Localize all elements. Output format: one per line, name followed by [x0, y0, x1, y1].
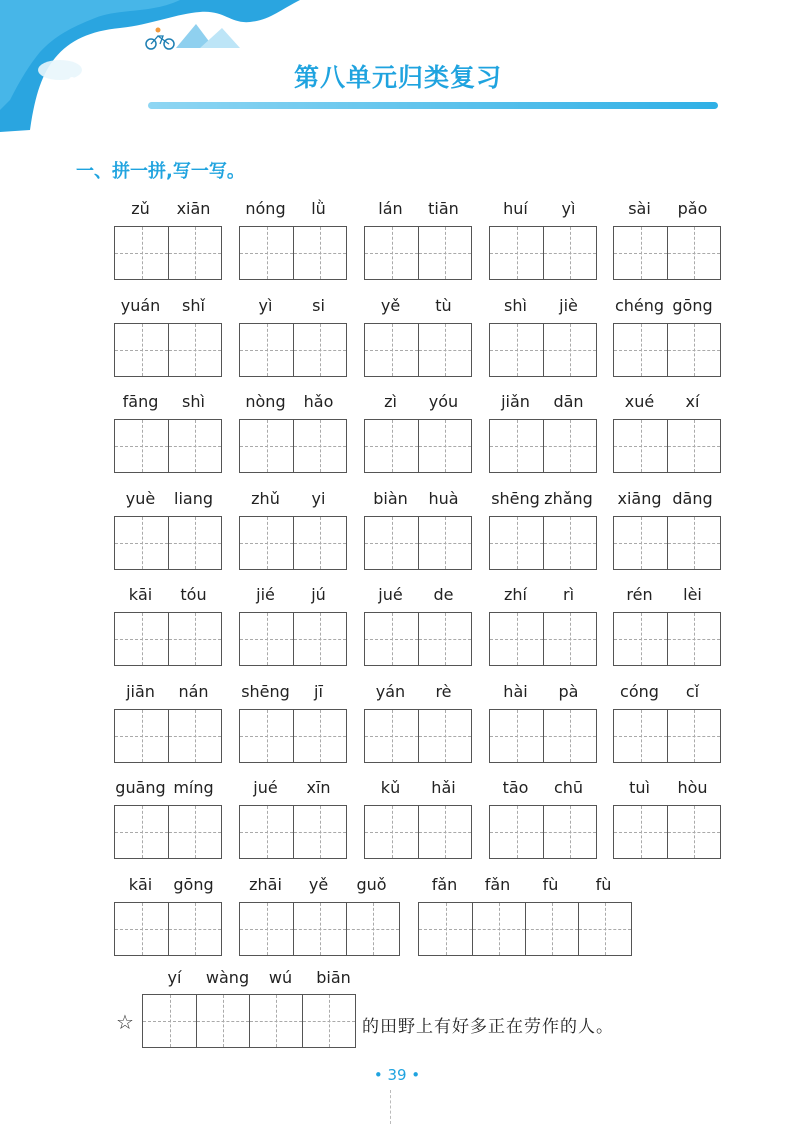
pinyin-row	[364, 199, 470, 218]
pinyin-syllable: zhāi	[249, 874, 282, 894]
tianzige-cell[interactable]	[240, 903, 293, 955]
pinyin-row	[613, 778, 719, 797]
writing-box-group[interactable]	[239, 902, 400, 956]
pinyin-syllable: nán	[178, 681, 209, 701]
tianzige-cell[interactable]	[115, 227, 168, 279]
tianzige-cell[interactable]	[667, 710, 720, 762]
tianzige-cell[interactable]	[667, 324, 720, 376]
pinyin-syllable: yě	[380, 295, 401, 315]
pinyin-syllable: huà	[428, 488, 459, 508]
writing-box-group[interactable]	[114, 419, 222, 473]
pinyin-syllable: hòu	[677, 778, 708, 797]
writing-box-group[interactable]	[364, 419, 472, 473]
tianzige-cell[interactable]	[115, 517, 168, 569]
sentence-pinyin-row	[148, 968, 360, 987]
writing-box-group[interactable]	[364, 226, 472, 280]
pinyin-syllable: yě	[308, 874, 329, 894]
tianzige-cell[interactable]	[472, 903, 525, 955]
pinyin-row	[613, 199, 719, 218]
pinyin-row	[613, 296, 719, 315]
tianzige-cell[interactable]	[365, 517, 418, 569]
tianzige-cell[interactable]	[614, 227, 667, 279]
pinyin-row	[418, 875, 630, 894]
tianzige-cell[interactable]	[418, 227, 471, 279]
pinyin-syllable: jiān	[126, 681, 155, 701]
pinyin-syllable: dāng	[672, 488, 713, 508]
bicycle-icon	[146, 28, 174, 50]
tianzige-cell[interactable]	[543, 710, 596, 762]
pinyin-syllable: fù	[542, 874, 559, 894]
tianzige-cell[interactable]	[418, 806, 471, 858]
pinyin-syllable: rì	[562, 585, 575, 604]
pinyin-syllable: shēng	[241, 681, 290, 701]
tianzige-cell[interactable]	[543, 806, 596, 858]
tianzige-cell[interactable]	[418, 324, 471, 376]
tianzige-cell[interactable]	[419, 903, 472, 955]
writing-box-group[interactable]	[613, 709, 721, 763]
pinyin-syllable: kǔ	[380, 778, 401, 797]
tianzige-cell[interactable]	[115, 420, 168, 472]
pinyin-row	[239, 682, 345, 701]
pinyin-syllable: shǐ	[182, 295, 205, 315]
pinyin-syllable: jié	[256, 585, 275, 604]
pinyin-row	[364, 489, 470, 508]
sentence-writing-boxes[interactable]	[142, 994, 356, 1048]
tianzige-cell[interactable]	[543, 227, 596, 279]
pinyin-syllable: de	[433, 585, 454, 604]
sentence-text: 的田野上有好多正在劳作的人。	[362, 1017, 614, 1037]
tianzige-cell[interactable]	[418, 420, 471, 472]
writing-box-group[interactable]	[239, 419, 347, 473]
tianzige-cell[interactable]	[365, 420, 418, 472]
tianzige-cell[interactable]	[115, 613, 168, 665]
pinyin-syllable: zì	[384, 392, 397, 411]
writing-box-group[interactable]	[613, 805, 721, 859]
pinyin-syllable: xí	[685, 392, 700, 411]
pinyin-syllable: jué	[253, 778, 278, 797]
tianzige-cell[interactable]	[249, 995, 302, 1047]
pinyin-row	[239, 199, 345, 218]
pinyin-syllable: pà	[558, 681, 579, 701]
mountains-icon	[176, 24, 240, 48]
pinyin-syllable: shì	[182, 392, 205, 411]
pinyin-row	[489, 778, 595, 797]
tianzige-cell[interactable]	[365, 324, 418, 376]
title-underline-bar	[148, 102, 718, 109]
writing-box-group[interactable]	[364, 612, 472, 666]
tianzige-cell[interactable]	[490, 227, 543, 279]
writing-box-group[interactable]	[239, 805, 347, 859]
pinyin-syllable: kāi	[128, 874, 153, 894]
tianzige-cell[interactable]	[168, 806, 221, 858]
star-icon: ☆	[116, 1010, 134, 1034]
writing-box-group[interactable]	[239, 709, 347, 763]
tianzige-cell[interactable]	[168, 710, 221, 762]
pinyin-syllable: cǐ	[685, 681, 700, 701]
writing-box-group[interactable]	[613, 226, 721, 280]
writing-box-group[interactable]	[489, 323, 597, 377]
writing-box-group[interactable]	[489, 612, 597, 666]
pinyin-row	[613, 682, 719, 701]
pinyin-row	[364, 585, 470, 604]
tianzige-cell[interactable]	[543, 420, 596, 472]
pinyin-row	[239, 585, 345, 604]
tianzige-cell[interactable]	[240, 710, 293, 762]
pinyin-row	[114, 682, 220, 701]
pinyin-row	[489, 199, 595, 218]
pinyin-row	[613, 585, 719, 604]
pinyin-row	[239, 778, 345, 797]
tianzige-cell[interactable]	[293, 903, 346, 955]
pinyin-row	[114, 296, 220, 315]
pinyin-syllable: xīn	[306, 778, 331, 797]
tianzige-cell[interactable]	[240, 517, 293, 569]
pinyin-syllable: rén	[626, 585, 653, 604]
tianzige-cell[interactable]	[490, 517, 543, 569]
tianzige-cell[interactable]	[240, 806, 293, 858]
pinyin-syllable: si	[312, 295, 325, 315]
tianzige-cell[interactable]	[365, 227, 418, 279]
writing-box-group[interactable]	[114, 805, 222, 859]
pinyin-syllable: gōng	[173, 874, 214, 894]
pinyin-syllable: pǎo	[677, 199, 708, 218]
pinyin-syllable: xiāng	[617, 488, 662, 508]
pinyin-row	[114, 778, 220, 797]
pinyin-syllable: xué	[624, 392, 655, 411]
writing-box-group[interactable]	[364, 709, 472, 763]
pinyin-syllable: lèi	[683, 585, 702, 604]
tianzige-cell[interactable]	[293, 324, 346, 376]
pinyin-syllable: yóu	[428, 392, 459, 411]
pinyin-row	[114, 199, 220, 218]
tianzige-cell[interactable]	[168, 227, 221, 279]
tianzige-cell[interactable]	[490, 806, 543, 858]
pinyin-syllable: fǎn	[484, 874, 511, 894]
pinyin-syllable: zhǔ	[251, 488, 280, 508]
pinyin-syllable: yì	[258, 295, 273, 315]
tianzige-cell[interactable]	[525, 903, 578, 955]
tianzige-cell[interactable]	[490, 710, 543, 762]
tianzige-cell[interactable]	[168, 903, 221, 955]
writing-box-group[interactable]	[239, 226, 347, 280]
writing-box-group[interactable]	[613, 612, 721, 666]
writing-box-group[interactable]	[489, 516, 597, 570]
pinyin-row	[239, 296, 345, 315]
pinyin-syllable: zhí	[504, 585, 527, 604]
pinyin-syllable: shēng	[491, 488, 540, 508]
tianzige-cell[interactable]	[418, 517, 471, 569]
pinyin-syllable: lǜ	[311, 199, 326, 218]
pinyin-row	[114, 585, 220, 604]
writing-box-group[interactable]	[114, 612, 222, 666]
pinyin-syllable: cóng	[620, 681, 659, 701]
pinyin-syllable: jī	[314, 681, 323, 701]
pinyin-row	[114, 489, 220, 508]
pinyin-syllable: biān	[316, 968, 351, 987]
tianzige-cell[interactable]	[196, 995, 249, 1047]
pinyin-row	[239, 392, 345, 411]
writing-box-group[interactable]	[239, 612, 347, 666]
tianzige-cell[interactable]	[293, 420, 346, 472]
tianzige-cell[interactable]	[240, 227, 293, 279]
writing-box-group[interactable]	[613, 516, 721, 570]
bottom-divider	[390, 1090, 391, 1124]
pinyin-syllable: xiān	[176, 199, 211, 218]
writing-box-group[interactable]	[489, 709, 597, 763]
pinyin-syllable: lán	[378, 199, 403, 218]
pinyin-row	[613, 392, 719, 411]
pinyin-syllable: yán	[375, 681, 406, 701]
pinyin-syllable: yì	[561, 199, 576, 218]
pinyin-syllable: chéng	[614, 295, 665, 315]
pinyin-syllable: huí	[503, 199, 528, 218]
pinyin-syllable: tóu	[180, 585, 207, 604]
tianzige-cell[interactable]	[293, 806, 346, 858]
tianzige-cell[interactable]	[168, 517, 221, 569]
pinyin-syllable: jú	[311, 585, 326, 604]
writing-box-group[interactable]	[613, 323, 721, 377]
tianzige-cell[interactable]	[614, 420, 667, 472]
tianzige-cell[interactable]	[490, 613, 543, 665]
page-number: • 39 •	[373, 1066, 421, 1084]
tianzige-cell[interactable]	[143, 995, 196, 1047]
writing-box-group[interactable]	[364, 805, 472, 859]
pinyin-row	[489, 585, 595, 604]
tianzige-cell[interactable]	[365, 710, 418, 762]
writing-box-group[interactable]	[114, 226, 222, 280]
pinyin-syllable: fāng	[122, 392, 159, 411]
tianzige-cell[interactable]	[168, 613, 221, 665]
pinyin-syllable: tuì	[629, 778, 650, 797]
pinyin-syllable: zǔ	[131, 199, 150, 218]
pinyin-row	[613, 489, 719, 508]
section-heading: 一、拼一拼,写一写。	[76, 161, 245, 182]
tianzige-cell[interactable]	[418, 710, 471, 762]
pinyin-syllable: tiān	[428, 199, 459, 218]
tianzige-cell[interactable]	[667, 420, 720, 472]
tianzige-cell[interactable]	[346, 903, 399, 955]
tianzige-cell[interactable]	[115, 903, 168, 955]
tianzige-cell[interactable]	[115, 806, 168, 858]
tianzige-cell[interactable]	[490, 420, 543, 472]
writing-box-group[interactable]	[364, 323, 472, 377]
writing-box-group[interactable]	[418, 902, 632, 956]
pinyin-syllable: yi	[311, 488, 326, 508]
pinyin-syllable: wàng	[205, 968, 250, 987]
pinyin-row	[489, 296, 595, 315]
pinyin-syllable: rè	[435, 681, 452, 701]
pinyin-syllable: guāng	[115, 778, 166, 797]
writing-box-group[interactable]	[489, 226, 597, 280]
tianzige-cell[interactable]	[418, 613, 471, 665]
tianzige-cell[interactable]	[543, 517, 596, 569]
tianzige-cell[interactable]	[240, 324, 293, 376]
pinyin-syllable: yuè	[125, 488, 156, 508]
tianzige-cell[interactable]	[115, 324, 168, 376]
tianzige-cell[interactable]	[302, 995, 355, 1047]
writing-box-group[interactable]	[239, 516, 347, 570]
writing-box-group[interactable]	[489, 419, 597, 473]
tianzige-cell[interactable]	[115, 710, 168, 762]
pinyin-syllable: yuán	[120, 295, 161, 315]
tianzige-cell[interactable]	[543, 324, 596, 376]
pinyin-row	[489, 682, 595, 701]
pinyin-row	[364, 778, 470, 797]
pinyin-syllable: biàn	[373, 488, 408, 508]
writing-box-group[interactable]	[114, 709, 222, 763]
pinyin-row	[364, 682, 470, 701]
tianzige-cell[interactable]	[667, 613, 720, 665]
pinyin-syllable: liang	[174, 488, 213, 508]
tianzige-cell[interactable]	[614, 517, 667, 569]
writing-box-group[interactable]	[114, 516, 222, 570]
writing-box-group[interactable]	[364, 516, 472, 570]
tianzige-cell[interactable]	[293, 613, 346, 665]
pinyin-syllable: nòng	[245, 392, 286, 411]
pinyin-row	[239, 489, 345, 508]
pinyin-syllable: jué	[378, 585, 403, 604]
tianzige-cell[interactable]	[240, 420, 293, 472]
pinyin-row	[364, 392, 470, 411]
pinyin-syllable: sài	[628, 199, 651, 218]
tianzige-cell[interactable]	[365, 613, 418, 665]
tianzige-cell[interactable]	[365, 806, 418, 858]
writing-box-group[interactable]	[613, 419, 721, 473]
tianzige-cell[interactable]	[168, 324, 221, 376]
tianzige-cell[interactable]	[614, 324, 667, 376]
pinyin-syllable: tāo	[502, 778, 529, 797]
tianzige-cell[interactable]	[614, 613, 667, 665]
pinyin-syllable: tù	[435, 295, 452, 315]
tianzige-cell[interactable]	[578, 903, 631, 955]
tianzige-cell[interactable]	[667, 517, 720, 569]
pinyin-syllable: hǎi	[431, 778, 456, 797]
pinyin-syllable: hǎo	[303, 392, 334, 411]
pinyin-syllable: fù	[595, 874, 612, 894]
pinyin-row	[114, 392, 220, 411]
tianzige-cell[interactable]	[614, 806, 667, 858]
pinyin-syllable: guǒ	[356, 874, 387, 894]
tianzige-cell[interactable]	[667, 227, 720, 279]
writing-box-group[interactable]	[489, 805, 597, 859]
page-title: 第八单元归类复习	[293, 63, 502, 92]
pinyin-syllable: dān	[553, 392, 584, 411]
pinyin-syllable: hài	[503, 681, 528, 701]
pinyin-row	[489, 489, 595, 508]
writing-box-group[interactable]	[239, 323, 347, 377]
pinyin-syllable: nóng	[245, 199, 286, 218]
pinyin-syllable: chū	[553, 778, 584, 797]
pinyin-syllable: jiǎn	[501, 392, 530, 411]
pinyin-syllable: wú	[268, 968, 293, 987]
tianzige-cell[interactable]	[293, 227, 346, 279]
tianzige-cell[interactable]	[667, 806, 720, 858]
pinyin-syllable: gōng	[672, 295, 713, 315]
pinyin-row	[239, 875, 398, 894]
tianzige-cell[interactable]	[490, 324, 543, 376]
writing-box-group[interactable]	[114, 902, 222, 956]
tianzige-cell[interactable]	[293, 710, 346, 762]
tianzige-cell[interactable]	[293, 517, 346, 569]
tianzige-cell[interactable]	[240, 613, 293, 665]
pinyin-syllable: zhǎng	[544, 488, 593, 508]
pinyin-syllable: yí	[167, 968, 182, 987]
writing-box-group[interactable]	[114, 323, 222, 377]
pinyin-row	[114, 875, 220, 894]
pinyin-syllable: fǎn	[431, 874, 458, 894]
tianzige-cell[interactable]	[543, 613, 596, 665]
pinyin-row	[364, 296, 470, 315]
pinyin-syllable: jiè	[559, 295, 578, 315]
pinyin-row	[489, 392, 595, 411]
pinyin-syllable: shì	[504, 295, 527, 315]
tianzige-cell[interactable]	[614, 710, 667, 762]
tianzige-cell[interactable]	[168, 420, 221, 472]
pinyin-syllable: míng	[173, 778, 214, 797]
pinyin-syllable: kāi	[128, 585, 153, 604]
